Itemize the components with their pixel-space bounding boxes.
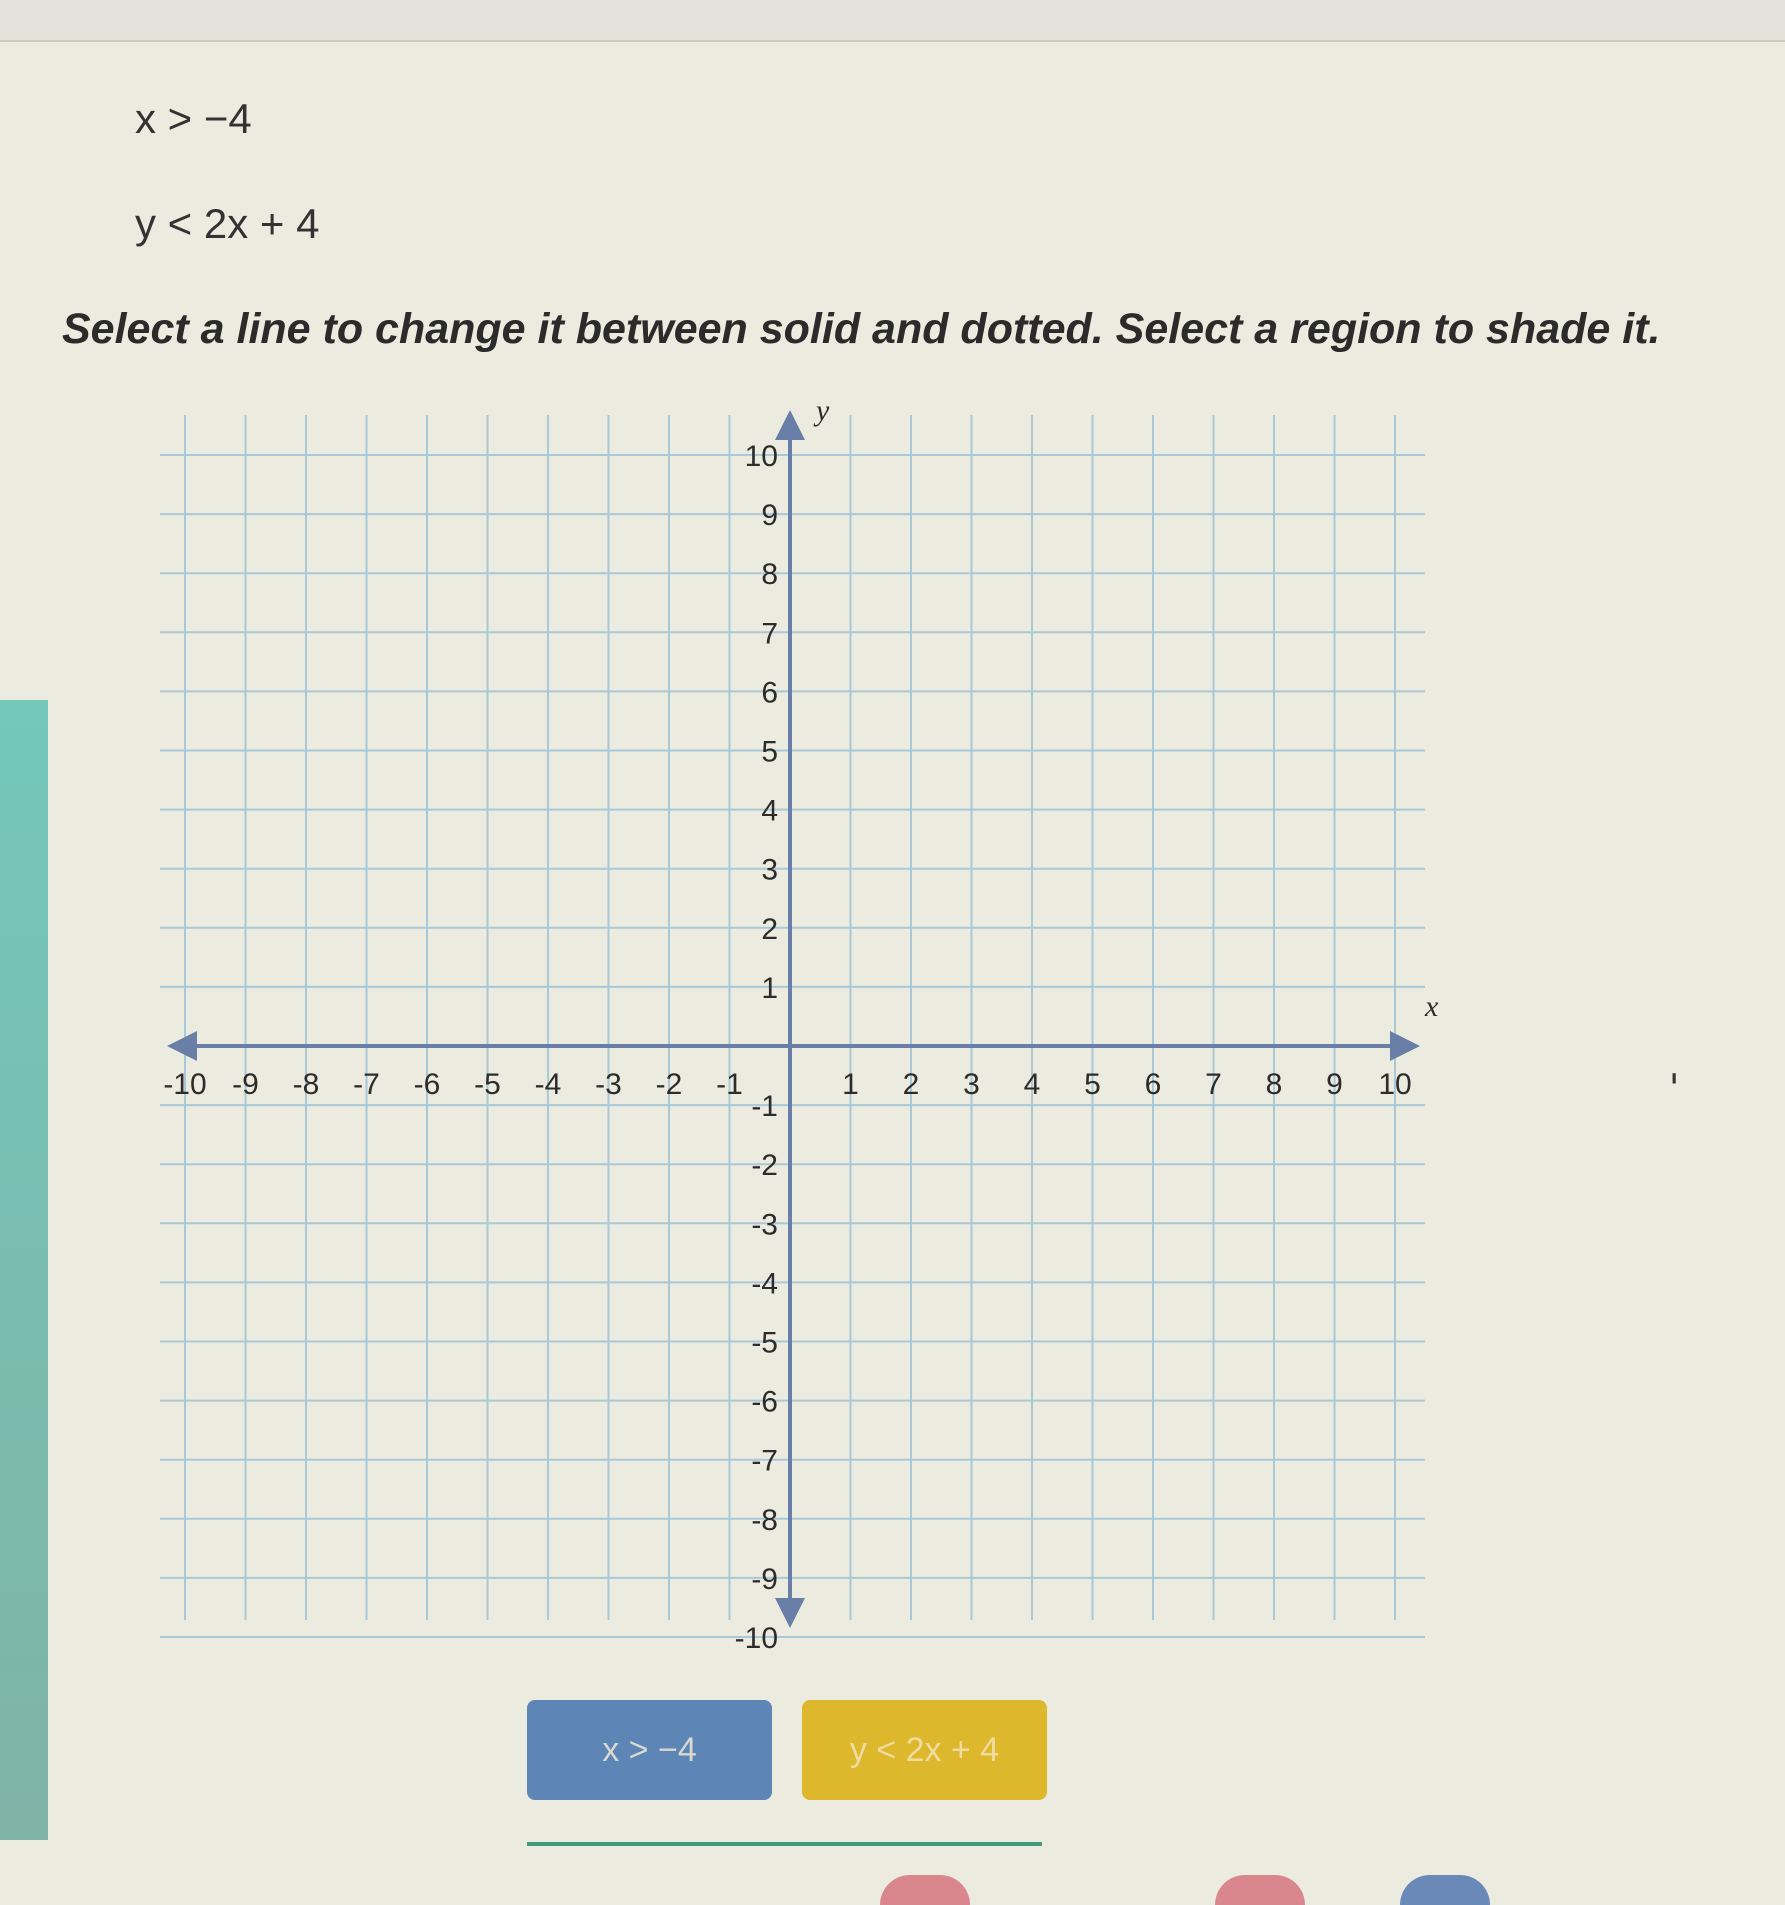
y-tick-label: 3 xyxy=(761,853,778,887)
x-tick-label: 2 xyxy=(902,1068,920,1101)
x-tick-label: -5 xyxy=(474,1068,501,1101)
x-tick-label: 5 xyxy=(1084,1068,1101,1101)
bottom-tab-3 xyxy=(1400,1875,1490,1905)
bottom-divider xyxy=(527,1842,1042,1846)
y-tick-label: -7 xyxy=(751,1444,778,1478)
y-tick-label: 10 xyxy=(744,440,778,473)
axes xyxy=(167,410,1420,1628)
x-tick-label: -1 xyxy=(716,1068,743,1101)
y-tick-label: -2 xyxy=(751,1149,778,1183)
x-tick-label: 3 xyxy=(963,1068,980,1101)
bottom-tab-2 xyxy=(1215,1875,1305,1905)
y-tick-label: -5 xyxy=(751,1326,778,1360)
y-tick-label: 9 xyxy=(761,499,778,533)
y-tick-label: 1 xyxy=(761,971,778,1005)
y-axis-bottom-arrow xyxy=(775,1598,805,1628)
y-tick-label: 4 xyxy=(761,794,778,828)
line-2-button[interactable]: y < 2x + 4 xyxy=(802,1700,1047,1800)
x-tick-label: 4 xyxy=(1023,1068,1041,1101)
y-tick-label: 5 xyxy=(761,735,778,769)
inequality-2: y < 2x + 4 xyxy=(135,200,320,247)
y-tick-label: 7 xyxy=(761,617,778,651)
x-tick-label: 6 xyxy=(1144,1068,1162,1101)
x-tick-label: 8 xyxy=(1265,1068,1283,1101)
y-tick-label: -1 xyxy=(751,1090,778,1124)
x-tick-label: -3 xyxy=(595,1068,622,1101)
x-tick-label: -9 xyxy=(232,1068,259,1101)
x-tick-label: -4 xyxy=(534,1068,562,1101)
x-tick-label: -2 xyxy=(655,1068,683,1101)
x-axis-right-arrow xyxy=(1390,1031,1420,1061)
y-axis-label: y xyxy=(816,394,830,427)
x-tick-label: 9 xyxy=(1326,1068,1343,1101)
y-tick-label: -6 xyxy=(751,1385,778,1419)
inequality-1: x > −4 xyxy=(135,95,252,142)
y-tick-label: -10 xyxy=(734,1622,778,1655)
y-tick-label: 8 xyxy=(761,558,778,592)
x-tick-label: 10 xyxy=(1378,1068,1412,1101)
handwritten-mark: ˌ xyxy=(1668,1038,1681,1089)
x-tick-label: -6 xyxy=(413,1068,441,1101)
y-tick-label: -9 xyxy=(751,1562,778,1596)
y-axis-top-arrow xyxy=(775,410,805,440)
bottom-tab-1 xyxy=(880,1875,970,1905)
x-tick-label: -8 xyxy=(292,1068,320,1101)
y-tick-label: -3 xyxy=(751,1208,778,1242)
y-tick-label: 2 xyxy=(761,912,778,946)
x-tick-label: 7 xyxy=(1205,1068,1222,1101)
y-tick-label: -4 xyxy=(751,1267,778,1301)
y-tick-label: -8 xyxy=(751,1503,778,1537)
x-tick-labels xyxy=(163,1068,1411,1101)
x-axis-left-arrow xyxy=(167,1031,197,1061)
x-tick-label: -7 xyxy=(353,1068,380,1101)
x-axis-label: x xyxy=(1425,990,1439,1023)
y-tick-label: 6 xyxy=(761,676,778,710)
instructions-text: Select a line to change it between solid and dotted. Select a region to shade it. xyxy=(62,305,1661,353)
grid-lines xyxy=(160,415,1425,1637)
x-tick-label: 1 xyxy=(842,1068,859,1101)
x-tick-label: -10 xyxy=(163,1068,207,1101)
line-1-button[interactable]: x > −4 xyxy=(527,1700,772,1800)
